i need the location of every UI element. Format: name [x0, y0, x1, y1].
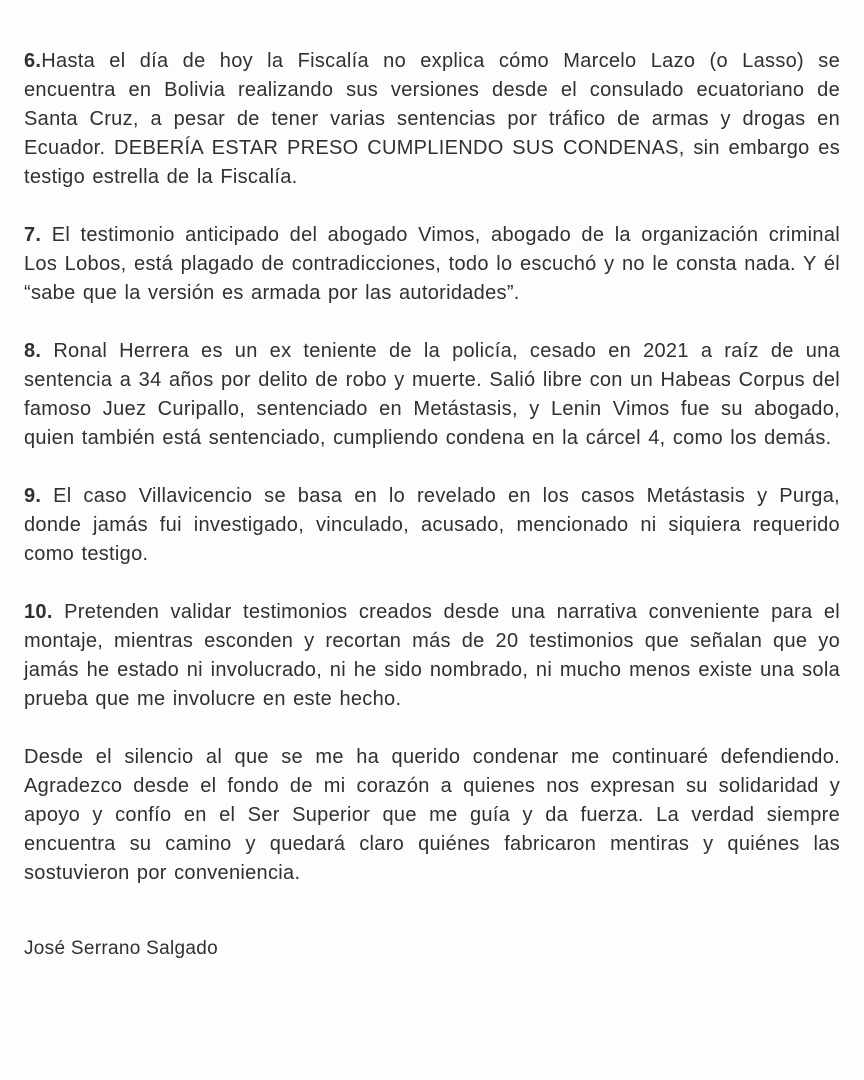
statement-paragraph — [24, 221, 840, 308]
paragraph-number: 9. — [24, 485, 42, 507]
paragraph-text: Desde el silencio al que se me ha querido condenar me continuaré defendiendo. Agradezco desde el fondo de mi corazón a quienes nos expresan su solidaridad y apoyo y confío en el Ser Superior que me guía y da fuerza. La verdad siempre encuentra su camino y quedará claro quiénes fabricaron mentiras y quiénes las sostuvieron por conveniencia. — [24, 746, 840, 884]
paragraph-number: 6. — [24, 50, 42, 72]
paragraph-text: Pretenden validar testimonios creados desde una narrativa conveniente para el montaje, mientras esconden y recortan más de 20 testimonios que señalan que yo jamás he estado ni involucrado, ni he sido nombrado, ni mucho menos existe una sola prueba que me involucre en este hecho. — [24, 601, 840, 710]
statement-paragraph — [24, 337, 840, 453]
statement-paragraph — [24, 47, 840, 192]
statement-paragraph — [24, 482, 840, 569]
paragraph-text: El testimonio anticipado del abogado Vimos, abogado de la organización criminal Los Lobos, está plagado de contradicciones, todo lo escuchó y no le consta nada. Y él “sabe que la versión es armada por las autoridades”. — [24, 224, 840, 304]
signature: José Serrano Salgado — [24, 938, 219, 959]
statement-paragraphs — [24, 47, 840, 888]
paragraph-number: 8. — [24, 340, 42, 362]
paragraph-number: 10. — [24, 601, 53, 623]
paragraph-number: 7. — [24, 224, 42, 246]
paragraph-text: Ronal Herrera es un ex teniente de la policía, cesado en 2021 a raíz de una sentencia a 34 años por delito de robo y muerte. Salió libre con un Habeas Corpus del famoso Juez Curipallo, sentenciado en Metástasis, y Lenin Vimos fue su abogado, quien también está sentenciado, cumpliendo condena en la cárcel 4, como los demás. — [24, 340, 840, 449]
paragraph-text: Hasta el día de hoy la Fiscalía no explica cómo Marcelo Lazo (o Lasso) se encuentra en Bolivia realizando sus versiones desde el consulado ecuatoriano de Santa Cruz, a pesar de tener varias sentencias por tráfico de armas y drogas en Ecuador. DEBERÍA ESTAR PRESO CUMPLIENDO SUS CONDENAS, sin embargo es testigo estrella de la Fiscalía. — [24, 50, 840, 188]
statement-paragraph — [24, 598, 840, 714]
statement-document — [24, 47, 840, 963]
statement-paragraph — [24, 743, 840, 888]
paragraph-text: El caso Villavicencio se basa en lo revelado en los casos Metástasis y Purga, donde jamás fui investigado, vinculado, acusado, mencionado ni siquiera requerido como testigo. — [24, 485, 840, 565]
